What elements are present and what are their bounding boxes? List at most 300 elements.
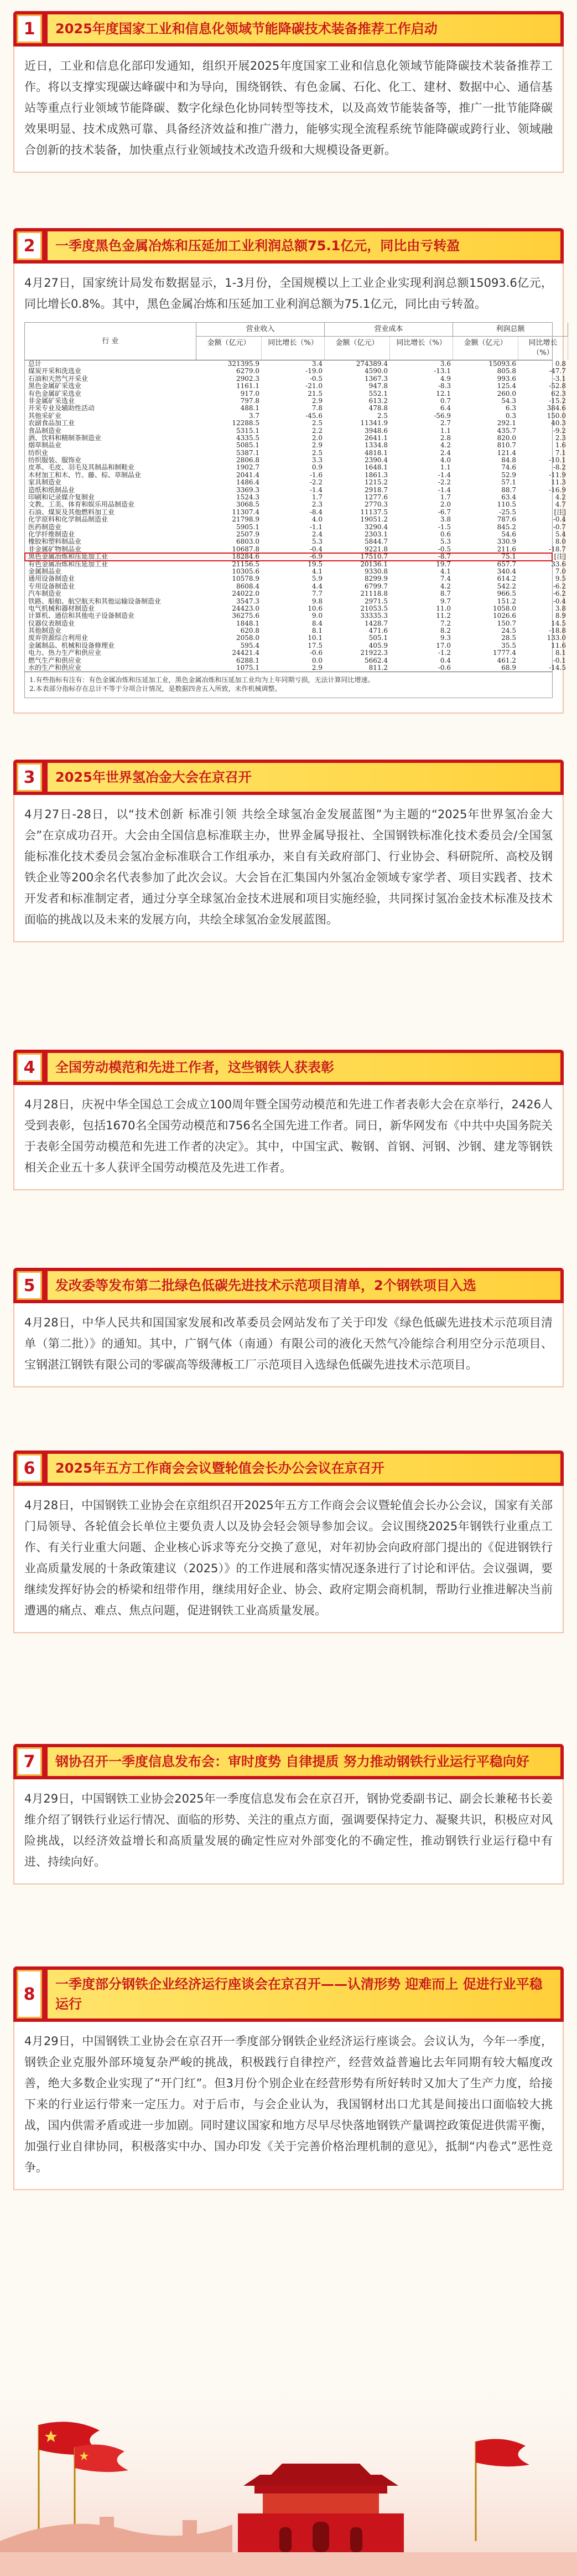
table-cell: 19051.2 (360, 516, 388, 524)
table-cell: 2.5 (311, 420, 323, 427)
table-cell: 15093.6 (488, 360, 516, 368)
table-cell: -0.6 (438, 664, 451, 672)
table-cell: 613.2 (368, 397, 388, 405)
table-cell: 9221.8 (365, 545, 388, 553)
table-cell: 2390.4 (365, 457, 388, 464)
section-5-title: 发改委等发布第二批绿色低碳先进技术示范项目清单，2个钢铁项目入选 (48, 1271, 560, 1300)
section-5 (13, 1268, 564, 1387)
table-row (25, 627, 566, 635)
table-cell: 8.7 (440, 590, 451, 598)
table-cell: 33.6 (551, 560, 566, 568)
table-cell: 1.1 (440, 427, 451, 435)
section-7-text: 4月29日，中国钢铁工业协会2025年一季度信息发布会在京召开，钢协党委副书记、副会长兼秘书长姜维介绍了钢铁行业运行情况、面临的形势、关注的重点方面，强调要保持定力、凝聚共识，积极应对风险挑战，以经济效益增长和高质量发展的确定性应对外部变化的不确定性，推动钢铁行业运行稳中有进、持续向好。 (24, 1792, 553, 1868)
table-cell-industry: 开采专业及辅助性活动 (28, 405, 95, 412)
section-3-text: 4月27日-28日，以“技术创新 标准引领 共绘全球氢冶金发展蓝图”为主题的“2025年世界氢冶金大会”在京成功召开。大会由全国信息标准联主办，世界金属导报社、全国钢铁标准化技术委员会/全国氢能标准化技术委员会氢冶金标准联合工作组承办，来自有关政府部门、行业协会、科研院所、高校及钢铁企业等200余名代表参加了此次会议。大会旨在汇集国内外氢冶金领域专家学者、项目实践者、技术开发者和标准制定者，通过分享全球氢冶金技术进展和项目实施经验，共同探讨氢冶金技术标准及技术面临的挑战以及未来的发展方向，共绘全球氢冶金发展蓝图。 (24, 808, 553, 926)
table-cell: 211.6 (497, 545, 516, 553)
table-cell: 993.6 (497, 375, 516, 383)
table-cell: 2770.3 (365, 501, 388, 509)
table-cell: 10.6 (308, 605, 323, 612)
table-cell: 1902.7 (236, 464, 259, 472)
table-row (25, 471, 566, 479)
table-cell: 8.0 (555, 538, 566, 546)
section-4-header (13, 1050, 564, 1085)
table-cell: 845.2 (497, 523, 516, 531)
table-cell-industry: 仪器仪表制造业 (28, 620, 75, 627)
table-cell: 7.1 (555, 449, 566, 457)
table-row (25, 442, 566, 450)
table-cell: 54.6 (501, 530, 516, 538)
table-cell: -1.4 (438, 471, 451, 479)
table-cell: 4.2 (440, 442, 451, 450)
table-row (25, 560, 566, 568)
table-row (25, 405, 566, 412)
table-cell: 28.5 (501, 634, 516, 642)
table-cell: 19.7 (436, 560, 451, 568)
table-cell: 595.4 (240, 642, 259, 649)
table-cell-industry: 非金属矿采选业 (28, 397, 75, 405)
table-cell: -14.5 (549, 664, 566, 672)
section-3-number: 3 (17, 763, 42, 792)
table-cell: 405.9 (368, 642, 388, 649)
table-cell: 4.1 (440, 567, 451, 575)
table-row-highlighted (25, 553, 566, 561)
section-2-body (13, 264, 564, 714)
table-row (25, 368, 566, 375)
table-cell: -0.1 (553, 657, 566, 664)
table-header-indicator: 行 业 (25, 323, 196, 360)
footer-decoration (0, 2375, 577, 2576)
table-row (25, 449, 566, 457)
table-cell: 8608.4 (236, 582, 259, 590)
table-row (25, 634, 566, 642)
table-row (25, 508, 566, 516)
table-cell-industry: 纺织业 (28, 449, 49, 457)
table-cell: 2.4 (311, 530, 323, 538)
table-row (25, 538, 566, 546)
table-cell: -1.4 (309, 486, 323, 494)
table-cell: 787.6 (497, 516, 516, 524)
table-subheader: 同比增长（%） (262, 337, 325, 360)
table-cell: 21798.9 (232, 516, 259, 524)
table-cell-industry: 皮革、毛皮、羽毛及其制品和制鞋业 (28, 464, 135, 472)
table-cell: -6.2 (553, 590, 566, 598)
table-row (25, 390, 566, 398)
table-cell-industry: 金属制品、机械和设备修理业 (28, 642, 115, 649)
table-cell: 2.7 (440, 420, 451, 427)
table-cell-industry: 化学纤维制造业 (28, 530, 75, 538)
table-cell: 21118.8 (360, 590, 388, 598)
table-cell: 63.4 (501, 494, 516, 502)
table-row (25, 657, 566, 664)
table-cell-industry: 废弃资源综合利用业 (28, 634, 89, 642)
table-row (25, 664, 566, 672)
table-row (25, 412, 566, 420)
table-cell: 2.8 (440, 434, 451, 442)
section-5-body (13, 1303, 564, 1387)
table-cell: 6.4 (440, 405, 451, 412)
table-cell: 7.4 (440, 575, 451, 583)
table-cell: -21.0 (305, 383, 323, 390)
table-cell: 7.0 (555, 567, 566, 575)
table-cell: 57.1 (501, 479, 516, 487)
table-cell: 505.1 (368, 634, 388, 642)
table-cell: 150.7 (497, 620, 516, 627)
table-cell: 811.2 (368, 664, 388, 672)
section-6-header (13, 1450, 564, 1486)
table-cell: 8.4 (311, 620, 323, 627)
table-row (25, 642, 566, 649)
table-cell: -18.7 (549, 545, 566, 553)
table-cell: 488.1 (240, 405, 259, 412)
table-cell: 17.5 (308, 642, 323, 649)
table-cell: -1.1 (309, 523, 323, 531)
table-cell-industry: 医药制造业 (28, 523, 62, 531)
table-row (25, 612, 566, 620)
table-cell-industry: 专用设备制造业 (28, 582, 75, 590)
table-cell: 2.3 (311, 501, 323, 509)
section-2-number: 2 (17, 231, 42, 260)
table-cell: 274389.4 (356, 360, 388, 368)
table-cell: 1848.1 (236, 620, 259, 627)
table-subheader: 金额（亿元） (453, 337, 518, 360)
table-row (25, 464, 566, 472)
table-cell-industry: 纺织服装、服饰业 (28, 457, 82, 464)
table-cell: 2.9 (311, 442, 323, 450)
section-1-text: 近日，工业和信息化部印发通知，组织开展2025年度国家工业和信息化领域节能降碳技术装备推荐工作。将以支撑实现碳达峰碳中和为导向，围绕钢铁、有色金属、石化、化工、建材、数据中心、通信基站等重点行业领域节能降碳、数字化绿色化协同转型等技术，以及高效节能装备等，推广一批节能降碳效果明显、技术成熟可靠、具备经济效益和推广潜力，能够实现全流程系统节能降碳或跨行业、领域融合创新的技术装备，加快重点行业领域技术改造升级和大规模设备更新。 (24, 59, 553, 157)
table-cell-industry: 橡胶和塑料制品业 (28, 538, 82, 546)
table-cell: 3068.5 (236, 501, 259, 509)
table-cell-industry: 煤炭开采和洗选业 (28, 368, 82, 375)
table-note: 1.有些指标有注有：有色金属冶炼和压延加工业，黑色金属冶炼和压延加工业均为上年同期亏损，无法计算同比增速。 (29, 676, 375, 684)
table-row (25, 575, 566, 583)
table-cell: 2058.0 (236, 634, 259, 642)
table-row (25, 545, 566, 553)
table-cell: -6.7 (438, 508, 451, 516)
table-cell: -15.2 (549, 397, 566, 405)
table-cell: 5662.4 (365, 657, 388, 664)
table-cell: 1428.7 (365, 620, 388, 627)
table-cell: 8.1 (311, 627, 323, 635)
table-cell-industry: 水的生产和供应业 (28, 664, 82, 672)
table-cell: -18.8 (549, 627, 566, 635)
table-cell: -3.1 (553, 375, 566, 383)
table-cell: -0.7 (553, 523, 566, 531)
table-cell-industry: 总计 (28, 360, 42, 368)
table-cell: 966.5 (497, 590, 516, 598)
table-cell: 552.1 (368, 390, 388, 398)
table-cell-industry: 文教、工美、体育和娱乐用品制造业 (28, 501, 135, 509)
table-cell: -8.7 (438, 553, 451, 561)
table-cell: 657.7 (497, 560, 516, 568)
section-3-header (13, 760, 564, 795)
table-cell: -25.5 (499, 508, 516, 516)
table-row (25, 597, 566, 605)
table-cell: 2303.1 (365, 530, 388, 538)
table-note: 2.本表部分指标存在总计不等于分项合计情况，是数据四舍五入所致，未作机械调整。 (29, 685, 282, 693)
table-cell: 12288.5 (232, 420, 259, 427)
table-cell: 10687.8 (232, 545, 259, 553)
table-cell: 1777.4 (493, 649, 516, 657)
table-cell: 2.0 (440, 501, 451, 509)
table-cell: 75.1 (501, 553, 516, 561)
table-cell: 6288.1 (236, 657, 259, 664)
section-3-body (13, 795, 564, 942)
table-cell: 0.3 (505, 412, 516, 420)
table-cell: 121.4 (497, 449, 516, 457)
table-cell: -52.8 (549, 383, 566, 390)
table-cell: 21922.3 (360, 649, 388, 657)
table-cell: 14.5 (551, 620, 566, 627)
table-cell: 3.7 (248, 412, 259, 420)
section-4-number: 4 (17, 1053, 42, 1082)
table-cell-industry: 木材加工和木、竹、藤、棕、草制品业 (28, 471, 142, 479)
table-cell: 8299.9 (365, 575, 388, 583)
section-3-title: 2025年世界氢冶金大会在京召开 (48, 763, 560, 792)
table-cell: -0.5 (438, 545, 451, 553)
table-row (25, 427, 566, 435)
table-cell: 2641.1 (365, 434, 388, 442)
section-5-header (13, 1268, 564, 1303)
table-cell: 1524.3 (236, 494, 259, 502)
table-cell: -9.2 (553, 427, 566, 435)
table-cell: 4.9 (440, 375, 451, 383)
table-cell: -19.0 (305, 368, 323, 375)
table-cell: 1334.8 (365, 442, 388, 450)
table-cell: 7.7 (311, 590, 323, 598)
table-cell: 40.3 (551, 420, 566, 427)
section-6 (13, 1450, 564, 1633)
table-cell: 88.7 (501, 486, 516, 494)
table-cell: 620.8 (240, 627, 259, 635)
table-cell: 340.4 (497, 567, 516, 575)
table-cell-industry: 造纸和纸制品业 (28, 486, 75, 494)
table-cell-industry: 黑色金属矿采选业 (28, 383, 82, 390)
table-cell: 5.3 (311, 538, 323, 546)
table-cell: 84.8 (501, 457, 516, 464)
table-cell: 5387.1 (236, 449, 259, 457)
table-cell-industry: 铁路、船舶、航空航天和其他运输设备制造业 (28, 597, 162, 605)
table-cell: 1.7 (440, 494, 451, 502)
profit-table (24, 322, 566, 698)
section-8-number: 8 (17, 1970, 42, 2019)
table-cell: 4.4 (311, 582, 323, 590)
table-cell: 614.2 (497, 575, 516, 583)
table-cell: -11.9 (549, 471, 566, 479)
table-row (25, 397, 566, 405)
table-cell: 2.5 (311, 449, 323, 457)
table-cell: 18284.6 (232, 553, 259, 561)
table-row (25, 360, 566, 368)
table-subheader: 同比增长（%） (518, 337, 568, 360)
section-7 (13, 1744, 564, 1885)
table-cell: 36275.6 (232, 612, 259, 620)
table-cell: 1161.1 (236, 383, 259, 390)
section-7-body (13, 1779, 564, 1885)
table-cell: 435.7 (497, 427, 516, 435)
table-cell: 1.1 (440, 464, 451, 472)
table-cell: 4.7 (555, 501, 566, 509)
table-cell-industry: 烟草制品业 (28, 442, 62, 450)
table-cell: -0.4 (553, 597, 566, 605)
table-cell: 1075.1 (236, 664, 259, 672)
table-cell: 321395.9 (227, 360, 259, 368)
table-cell: 461.2 (497, 657, 516, 664)
table-cell: 17.0 (436, 642, 451, 649)
table-cell: -2.2 (438, 479, 451, 487)
table-cell: 74.6 (501, 464, 516, 472)
table-cell: 3.6 (440, 360, 451, 368)
table-cell: 0.7 (440, 397, 451, 405)
table-notes (25, 672, 552, 698)
table-row (25, 501, 566, 509)
table-cell: 2.4 (440, 449, 451, 457)
table-cell: 24022.0 (232, 590, 259, 598)
table-cell: 4.0 (311, 516, 323, 524)
table-cell: -8.2 (553, 464, 566, 472)
table-header-cost: 营业成本 (325, 323, 453, 337)
section-2-header (13, 228, 564, 264)
table-cell: 6803.0 (236, 538, 259, 546)
table-cell: -8.4 (309, 508, 323, 516)
table-cell-industry: 电力、热力生产和供应业 (28, 649, 102, 657)
table-cell: -1.5 (438, 523, 451, 531)
table-cell: 3948.6 (365, 427, 388, 435)
table-cell: 0.9 (311, 464, 323, 472)
section-8-header (13, 1966, 564, 2022)
table-cell: -0.4 (553, 516, 566, 524)
table-cell: 11.2 (436, 612, 451, 620)
table-cell: 151.2 (497, 597, 516, 605)
tiananmen-icon (238, 2464, 404, 2552)
table-cell: 0.0 (311, 657, 323, 664)
table-cell: 8.2 (440, 627, 451, 635)
table-cell: 2041.4 (236, 471, 259, 479)
table-cell: 5.4 (555, 530, 566, 538)
table-cell: 2971.5 (365, 597, 388, 605)
table-header-profit: 利润总额 (453, 323, 568, 337)
section-7-title: 钢协召开一季度信息发布会：审时度势 自律提质 努力推动钢铁行业运行平稳向好 (48, 1747, 560, 1776)
section-1-title: 2025年度国家工业和信息化领域节能降碳技术装备推荐工作启动 (48, 14, 560, 43)
table-cell-industry: 食品制造业 (28, 427, 62, 435)
table-cell: 125.4 (497, 383, 516, 390)
table-cell: 17510.7 (360, 553, 388, 561)
table-cell: 11.6 (551, 642, 566, 649)
table-cell-industry: 有色金属冶炼和压延加工业 (28, 560, 108, 568)
table-body (25, 360, 566, 672)
table-cell: 7.8 (311, 405, 323, 412)
table-row (25, 494, 566, 502)
table-cell: 2902.3 (236, 375, 259, 383)
table-cell: 1026.6 (493, 612, 516, 620)
table-row (25, 486, 566, 494)
table-cell: 947.8 (368, 383, 388, 390)
table-cell-industry: 酒、饮料和精制茶制造业 (28, 434, 102, 442)
table-cell: 1648.1 (365, 464, 388, 472)
table-cell: -47.7 (549, 368, 566, 375)
table-cell: 2.3 (555, 434, 566, 442)
table-cell: 24421.4 (232, 649, 259, 657)
table-cell: 4818.1 (365, 449, 388, 457)
table-cell: 4.2 (555, 494, 566, 502)
table-cell: 8.1 (555, 649, 566, 657)
table-cell: 3.3 (311, 457, 323, 464)
table-cell: -13.1 (434, 368, 451, 375)
section-1-header (13, 11, 564, 47)
section-2 (13, 228, 564, 714)
table-cell: 19.5 (308, 560, 323, 568)
table-row (25, 582, 566, 590)
table-cell: 6799.7 (365, 582, 388, 590)
table-header (25, 323, 558, 360)
table-cell: 9.5 (555, 575, 566, 583)
table-row (25, 620, 566, 627)
table-cell: 24.5 (501, 627, 516, 635)
table-row (25, 567, 566, 575)
table-cell: 3.8 (555, 605, 566, 612)
table-cell: 5905.1 (236, 523, 259, 531)
table-cell-industry: 非金属矿物制品业 (28, 545, 82, 553)
table-cell: 9330.8 (365, 567, 388, 575)
table-subheader: 同比增长（%） (390, 337, 453, 360)
table-cell: 330.9 (497, 538, 516, 546)
table-cell: 4.0 (440, 457, 451, 464)
table-row (25, 375, 566, 383)
table-cell: 0.6 (440, 530, 451, 538)
table-cell: 21156.5 (232, 560, 259, 568)
table-subheader: 金额（亿元） (325, 337, 390, 360)
table-cell: 4335.5 (236, 434, 259, 442)
table-cell: 52.9 (501, 471, 516, 479)
section-6-title: 2025年五方工作商会会议暨轮值会长办公会议在京召开 (48, 1454, 560, 1483)
table-cell: 4.2 (440, 582, 451, 590)
table-cell: 110.5 (497, 501, 516, 509)
table-cell-industry: 其他制造业 (28, 627, 62, 635)
table-cell: 4590.0 (365, 368, 388, 375)
section-6-number: 6 (17, 1454, 42, 1483)
table-cell: 5085.1 (236, 442, 259, 450)
table-cell: 24423.0 (232, 605, 259, 612)
section-4-title: 全国劳动模范和先进工作者，这些钢铁人获表彰 (48, 1053, 560, 1082)
table-cell: 9.0 (311, 612, 323, 620)
table-cell: 384.6 (547, 405, 566, 412)
table-cell: 2806.8 (236, 457, 259, 464)
table-row (25, 649, 566, 657)
table-cell: -45.6 (305, 412, 323, 420)
table-cell: 471.6 (368, 627, 388, 635)
table-cell: 7.2 (440, 620, 451, 627)
table-row (25, 523, 566, 531)
table-cell: -0.4 (309, 545, 323, 553)
table-cell: 1058.0 (493, 605, 516, 612)
table-cell-industry: 化学原料和化学制品制造业 (28, 516, 108, 524)
table-cell-industry: 印刷和记录媒介复制业 (28, 494, 95, 502)
table-cell: -16.9 (549, 486, 566, 494)
table-cell-industry: 黑色金属冶炼和压延加工业 (28, 553, 108, 561)
table-cell: 150.0 (547, 412, 566, 420)
table-cell: 4.1 (311, 567, 323, 575)
table-cell: 1215.2 (365, 479, 388, 487)
table-cell-industry: 石油、煤炭及其他燃料加工业 (28, 508, 115, 516)
table-cell-industry: 其他采矿业 (28, 412, 62, 420)
table-cell-industry: 电气机械和器材制造业 (28, 605, 95, 612)
table-cell: 68.9 (501, 664, 516, 672)
table-row (25, 590, 566, 598)
table-cell: 2.9 (311, 397, 323, 405)
table-cell: -56.9 (434, 412, 451, 420)
section-8-title: 一季度部分钢铁企业经济运行座谈会在京召开——认清形势 迎难而上 促进行业平稳运行 (48, 1970, 560, 2019)
table-cell: 1861.3 (365, 471, 388, 479)
table-cell: 820.0 (497, 434, 516, 442)
